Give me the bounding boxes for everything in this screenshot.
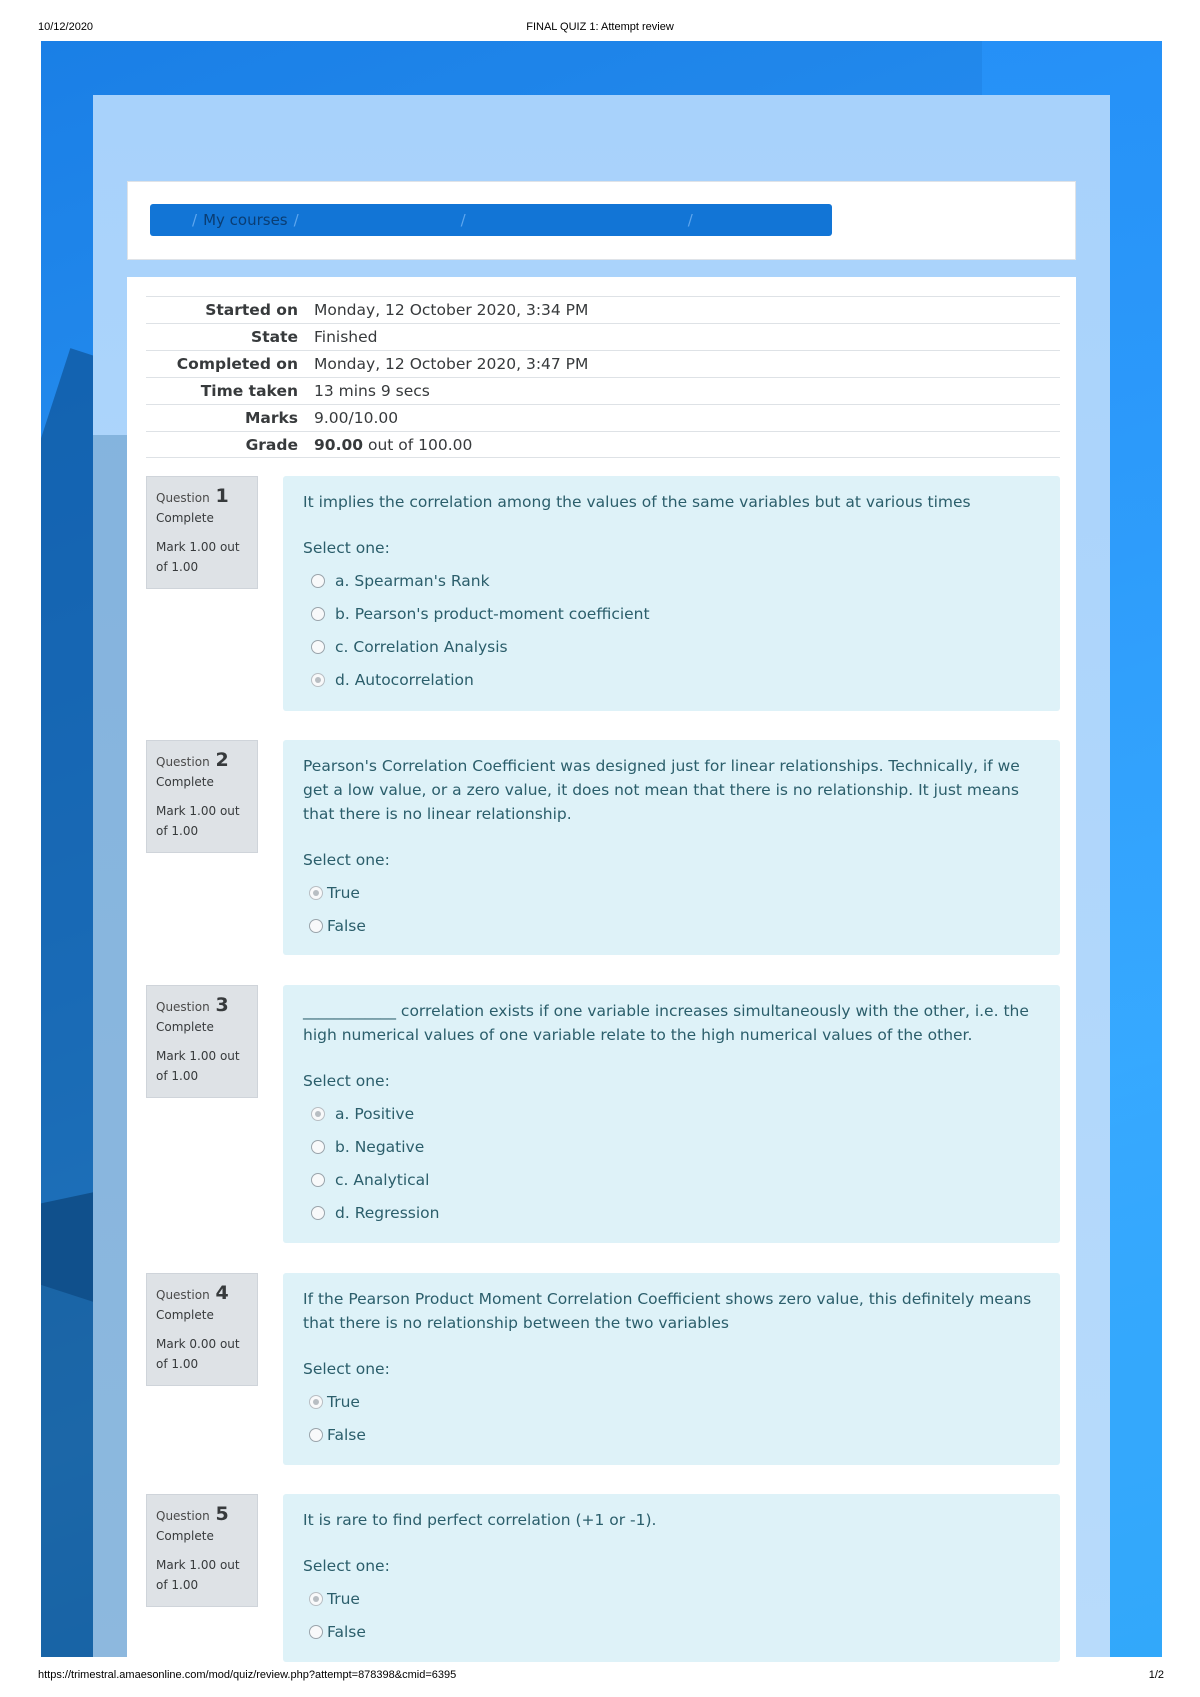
option-label: c. Analytical — [335, 1170, 430, 1189]
question-info — [146, 1494, 258, 1607]
breadcrumb-separator: / — [192, 211, 198, 229]
answer-option[interactable] — [303, 1418, 1040, 1451]
summary-label: Completed on — [176, 355, 298, 373]
answer-option-selected[interactable] — [303, 876, 1040, 909]
summary-label: Grade — [245, 435, 298, 454]
question-state: Complete — [156, 511, 214, 525]
question-label: Question — [156, 1000, 210, 1014]
question-text: Pearson's Correlation Coefficient was designed just for linear relationships. Technically, if we get a low value, or a zero value, it does not mean that there is no relationship. It just means that there is no linear relationship. — [303, 757, 1020, 823]
question-text: If the Pearson Product Moment Correlation Coefficient shows zero value, this definitely means that there is no relationship between the two variables — [303, 1290, 1032, 1332]
option-label: a. Spearman's Rank — [335, 571, 490, 590]
option-label: True — [327, 1589, 360, 1608]
option-label: b. Negative — [335, 1137, 425, 1156]
option-label: True — [327, 1392, 360, 1411]
question-number: 5 — [215, 1503, 229, 1525]
question-content — [283, 1494, 1060, 1662]
attempt-summary-table — [146, 296, 1060, 458]
question-mark: Mark 1.00 out of 1.00 — [156, 1049, 240, 1083]
radio-button-checked[interactable] — [309, 886, 323, 900]
breadcrumb-separator: / — [460, 211, 466, 229]
breadcrumb — [150, 204, 832, 236]
radio-button[interactable] — [309, 919, 323, 933]
question-text: It implies the correlation among the values of the same variables but at various times — [303, 493, 971, 511]
radio-button[interactable] — [311, 574, 325, 588]
summary-value — [298, 436, 472, 454]
summary-value: Monday, 12 October 2020, 3:34 PM — [314, 301, 589, 319]
answer-option[interactable] — [303, 1163, 1040, 1196]
print-url: https://trimestral.amaesonline.com/mod/quiz/review.php?attempt=878398&cmid=6395 — [38, 1669, 457, 1681]
question-label: Question — [156, 1288, 210, 1302]
question-content — [283, 476, 1060, 711]
summary-row-started — [146, 296, 1060, 323]
answer-option[interactable] — [303, 1130, 1040, 1163]
answer-option-selected[interactable] — [303, 1385, 1040, 1418]
question-text: ____________ correlation exists if one variable increases simultaneously with the other, i.e. the high numerical values of one variable relate to the high numerical values of the other. — [303, 1002, 1029, 1044]
answer-option[interactable] — [303, 1196, 1040, 1229]
question-info — [146, 1273, 258, 1386]
question-label: Question — [156, 1509, 210, 1523]
question-number-row — [156, 485, 248, 507]
summary-label: Time taken — [200, 382, 298, 400]
select-one-prompt: Select one: — [303, 1072, 390, 1090]
question-label: Question — [156, 755, 210, 769]
question-label: Question — [156, 491, 210, 505]
answer-option[interactable] — [303, 1615, 1040, 1648]
summary-value: Finished — [314, 328, 378, 346]
question-number: 3 — [215, 994, 229, 1016]
print-page-number: 1/2 — [1148, 1669, 1164, 1681]
question-content — [283, 1273, 1060, 1465]
summary-row-grade — [146, 431, 1060, 458]
radio-button[interactable] — [311, 1140, 325, 1154]
select-one-prompt: Select one: — [303, 1360, 390, 1378]
summary-row-marks — [146, 404, 1060, 431]
option-label: d. Autocorrelation — [335, 670, 474, 689]
question-mark: Mark 1.00 out of 1.00 — [156, 804, 240, 838]
option-label: False — [327, 1425, 366, 1444]
summary-row-state — [146, 323, 1060, 350]
question-state: Complete — [156, 1308, 214, 1322]
question-info — [146, 476, 258, 589]
question-number-row — [156, 1282, 248, 1304]
option-label: a. Positive — [335, 1104, 415, 1123]
select-one-prompt: Select one: — [303, 851, 390, 869]
select-one-prompt: Select one: — [303, 539, 390, 557]
question-mark: Mark 1.00 out of 1.00 — [156, 1558, 240, 1592]
radio-button[interactable] — [311, 1206, 325, 1220]
select-one-prompt: Select one: — [303, 1557, 390, 1575]
breadcrumb-separator: / — [687, 211, 693, 229]
summary-value: 13 mins 9 secs — [314, 382, 430, 400]
question-state: Complete — [156, 1529, 214, 1543]
radio-button-checked[interactable] — [311, 1107, 325, 1121]
question-number: 1 — [215, 485, 229, 507]
question-content — [283, 985, 1060, 1243]
answer-option[interactable] — [303, 597, 1040, 630]
option-label: True — [327, 883, 360, 902]
print-title: FINAL QUIZ 1: Attempt review — [526, 21, 674, 33]
question-number: 4 — [215, 1282, 229, 1304]
summary-label: Started on — [205, 301, 298, 319]
answer-option[interactable] — [303, 630, 1040, 663]
answer-option[interactable] — [303, 909, 1040, 942]
question-mark: Mark 0.00 out of 1.00 — [156, 1337, 240, 1371]
radio-button-checked[interactable] — [309, 1592, 323, 1606]
question-number: 2 — [215, 749, 229, 771]
question-state: Complete — [156, 1020, 214, 1034]
option-label: b. Pearson's product-moment coefficient — [335, 604, 650, 623]
question-number-row — [156, 994, 248, 1016]
breadcrumb-my-courses[interactable]: My courses — [203, 211, 288, 229]
question-text: It is rare to find perfect correlation (+1 or -1). — [303, 1511, 657, 1529]
summary-label: State — [251, 328, 298, 346]
breadcrumb-separator: / — [293, 211, 299, 229]
summary-row-time-taken — [146, 377, 1060, 404]
grade-value: 90.00 — [314, 435, 364, 454]
option-label: c. Correlation Analysis — [335, 637, 508, 656]
summary-value: 9.00/10.00 — [314, 409, 399, 427]
option-label: False — [327, 916, 366, 935]
summary-value: Monday, 12 October 2020, 3:47 PM — [314, 355, 589, 373]
print-footer — [0, 1657, 1200, 1697]
print-date: 10/12/2020 — [38, 21, 94, 33]
question-number-row — [156, 1503, 248, 1525]
question-info — [146, 985, 258, 1098]
option-label: d. Regression — [335, 1203, 440, 1222]
grade-out-of: out of 100.00 — [363, 435, 473, 454]
answer-option-selected[interactable] — [303, 1582, 1040, 1615]
question-mark: Mark 1.00 out of 1.00 — [156, 540, 240, 574]
question-state: Complete — [156, 775, 214, 789]
question-content — [283, 740, 1060, 955]
radio-button[interactable] — [309, 1625, 323, 1639]
answer-option[interactable] — [303, 564, 1040, 597]
answer-option-selected[interactable] — [303, 663, 1040, 696]
summary-label: Marks — [244, 409, 298, 427]
radio-button-checked[interactable] — [311, 673, 325, 687]
radio-button[interactable] — [311, 640, 325, 654]
question-info — [146, 740, 258, 853]
answer-option-selected[interactable] — [303, 1097, 1040, 1130]
summary-row-completed — [146, 350, 1060, 377]
print-header — [0, 0, 1200, 40]
radio-button[interactable] — [311, 607, 325, 621]
radio-button[interactable] — [309, 1428, 323, 1442]
radio-button-checked[interactable] — [309, 1395, 323, 1409]
radio-button[interactable] — [311, 1173, 325, 1187]
question-number-row — [156, 749, 248, 771]
option-label: False — [327, 1622, 366, 1641]
